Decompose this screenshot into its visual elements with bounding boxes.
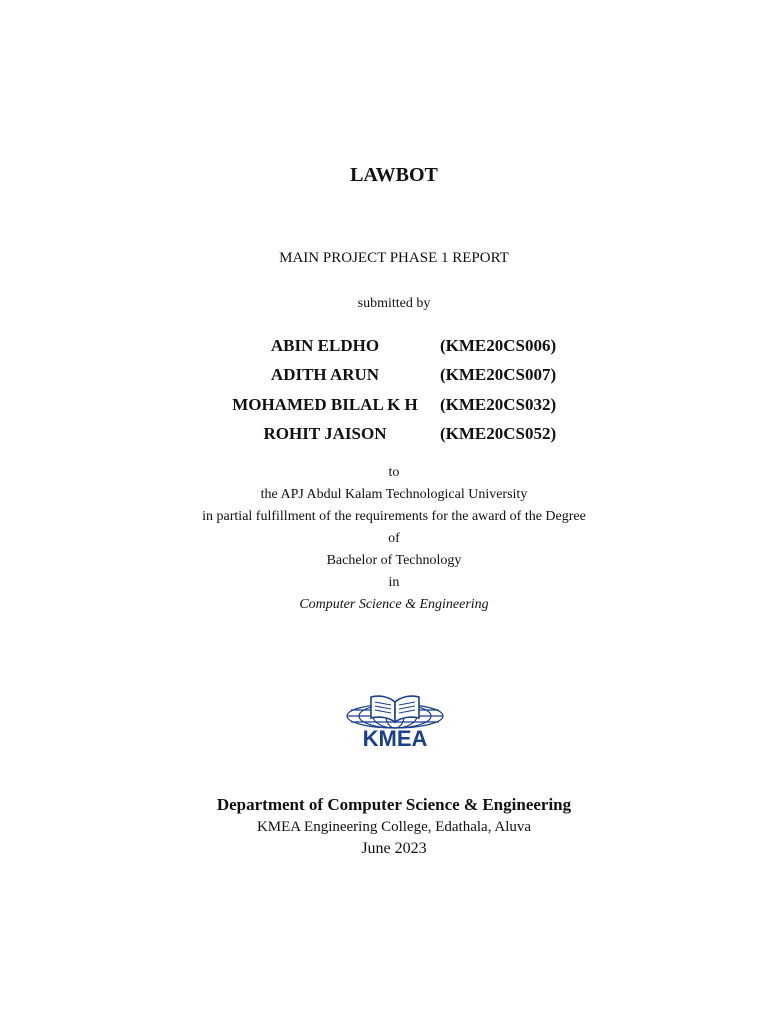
author-row	[0, 363, 768, 392]
fulfillment-text: in partial fulfillment of the requirements for the award of the Degree	[202, 509, 586, 524]
author-row	[0, 334, 768, 363]
author-row	[0, 393, 768, 422]
author-row	[0, 422, 768, 451]
report-date: June 2023	[361, 840, 427, 857]
to-label: to	[388, 465, 400, 480]
author-id: (KME20CS006)	[440, 336, 557, 355]
author-id: (KME20CS032)	[440, 394, 557, 414]
report-type: MAIN PROJECT PHASE 1 REPORT	[279, 250, 509, 266]
author-id: (KME20CS007)	[440, 365, 557, 385]
author-name: MOHAMED BILAL K H	[232, 394, 418, 414]
submitted-by-label: submitted by	[357, 296, 431, 311]
college-name: KMEA Engineering College, Edathala, Aluva	[256, 819, 532, 835]
university-name: the APJ Abdul Kalam Technological University	[260, 487, 528, 502]
author-name: ADITH ARUN	[270, 365, 380, 385]
author-id: (KME20CS052)	[440, 423, 557, 443]
degree-name: Bachelor of Technology	[326, 553, 462, 568]
kmea-logo-icon	[344, 692, 446, 748]
of-label: of	[388, 531, 400, 546]
author-list	[0, 334, 768, 451]
author-name: ROHIT JAISON	[263, 423, 387, 443]
logo-text: KMEA	[362, 726, 428, 748]
department-name: Department of Computer Science & Engineering	[216, 795, 572, 814]
in-label: in	[388, 575, 400, 590]
branch-name: Computer Science & Engineering	[299, 597, 489, 612]
author-name: ABIN ELDHO	[270, 336, 380, 355]
project-title: LAWBOT	[350, 164, 438, 186]
